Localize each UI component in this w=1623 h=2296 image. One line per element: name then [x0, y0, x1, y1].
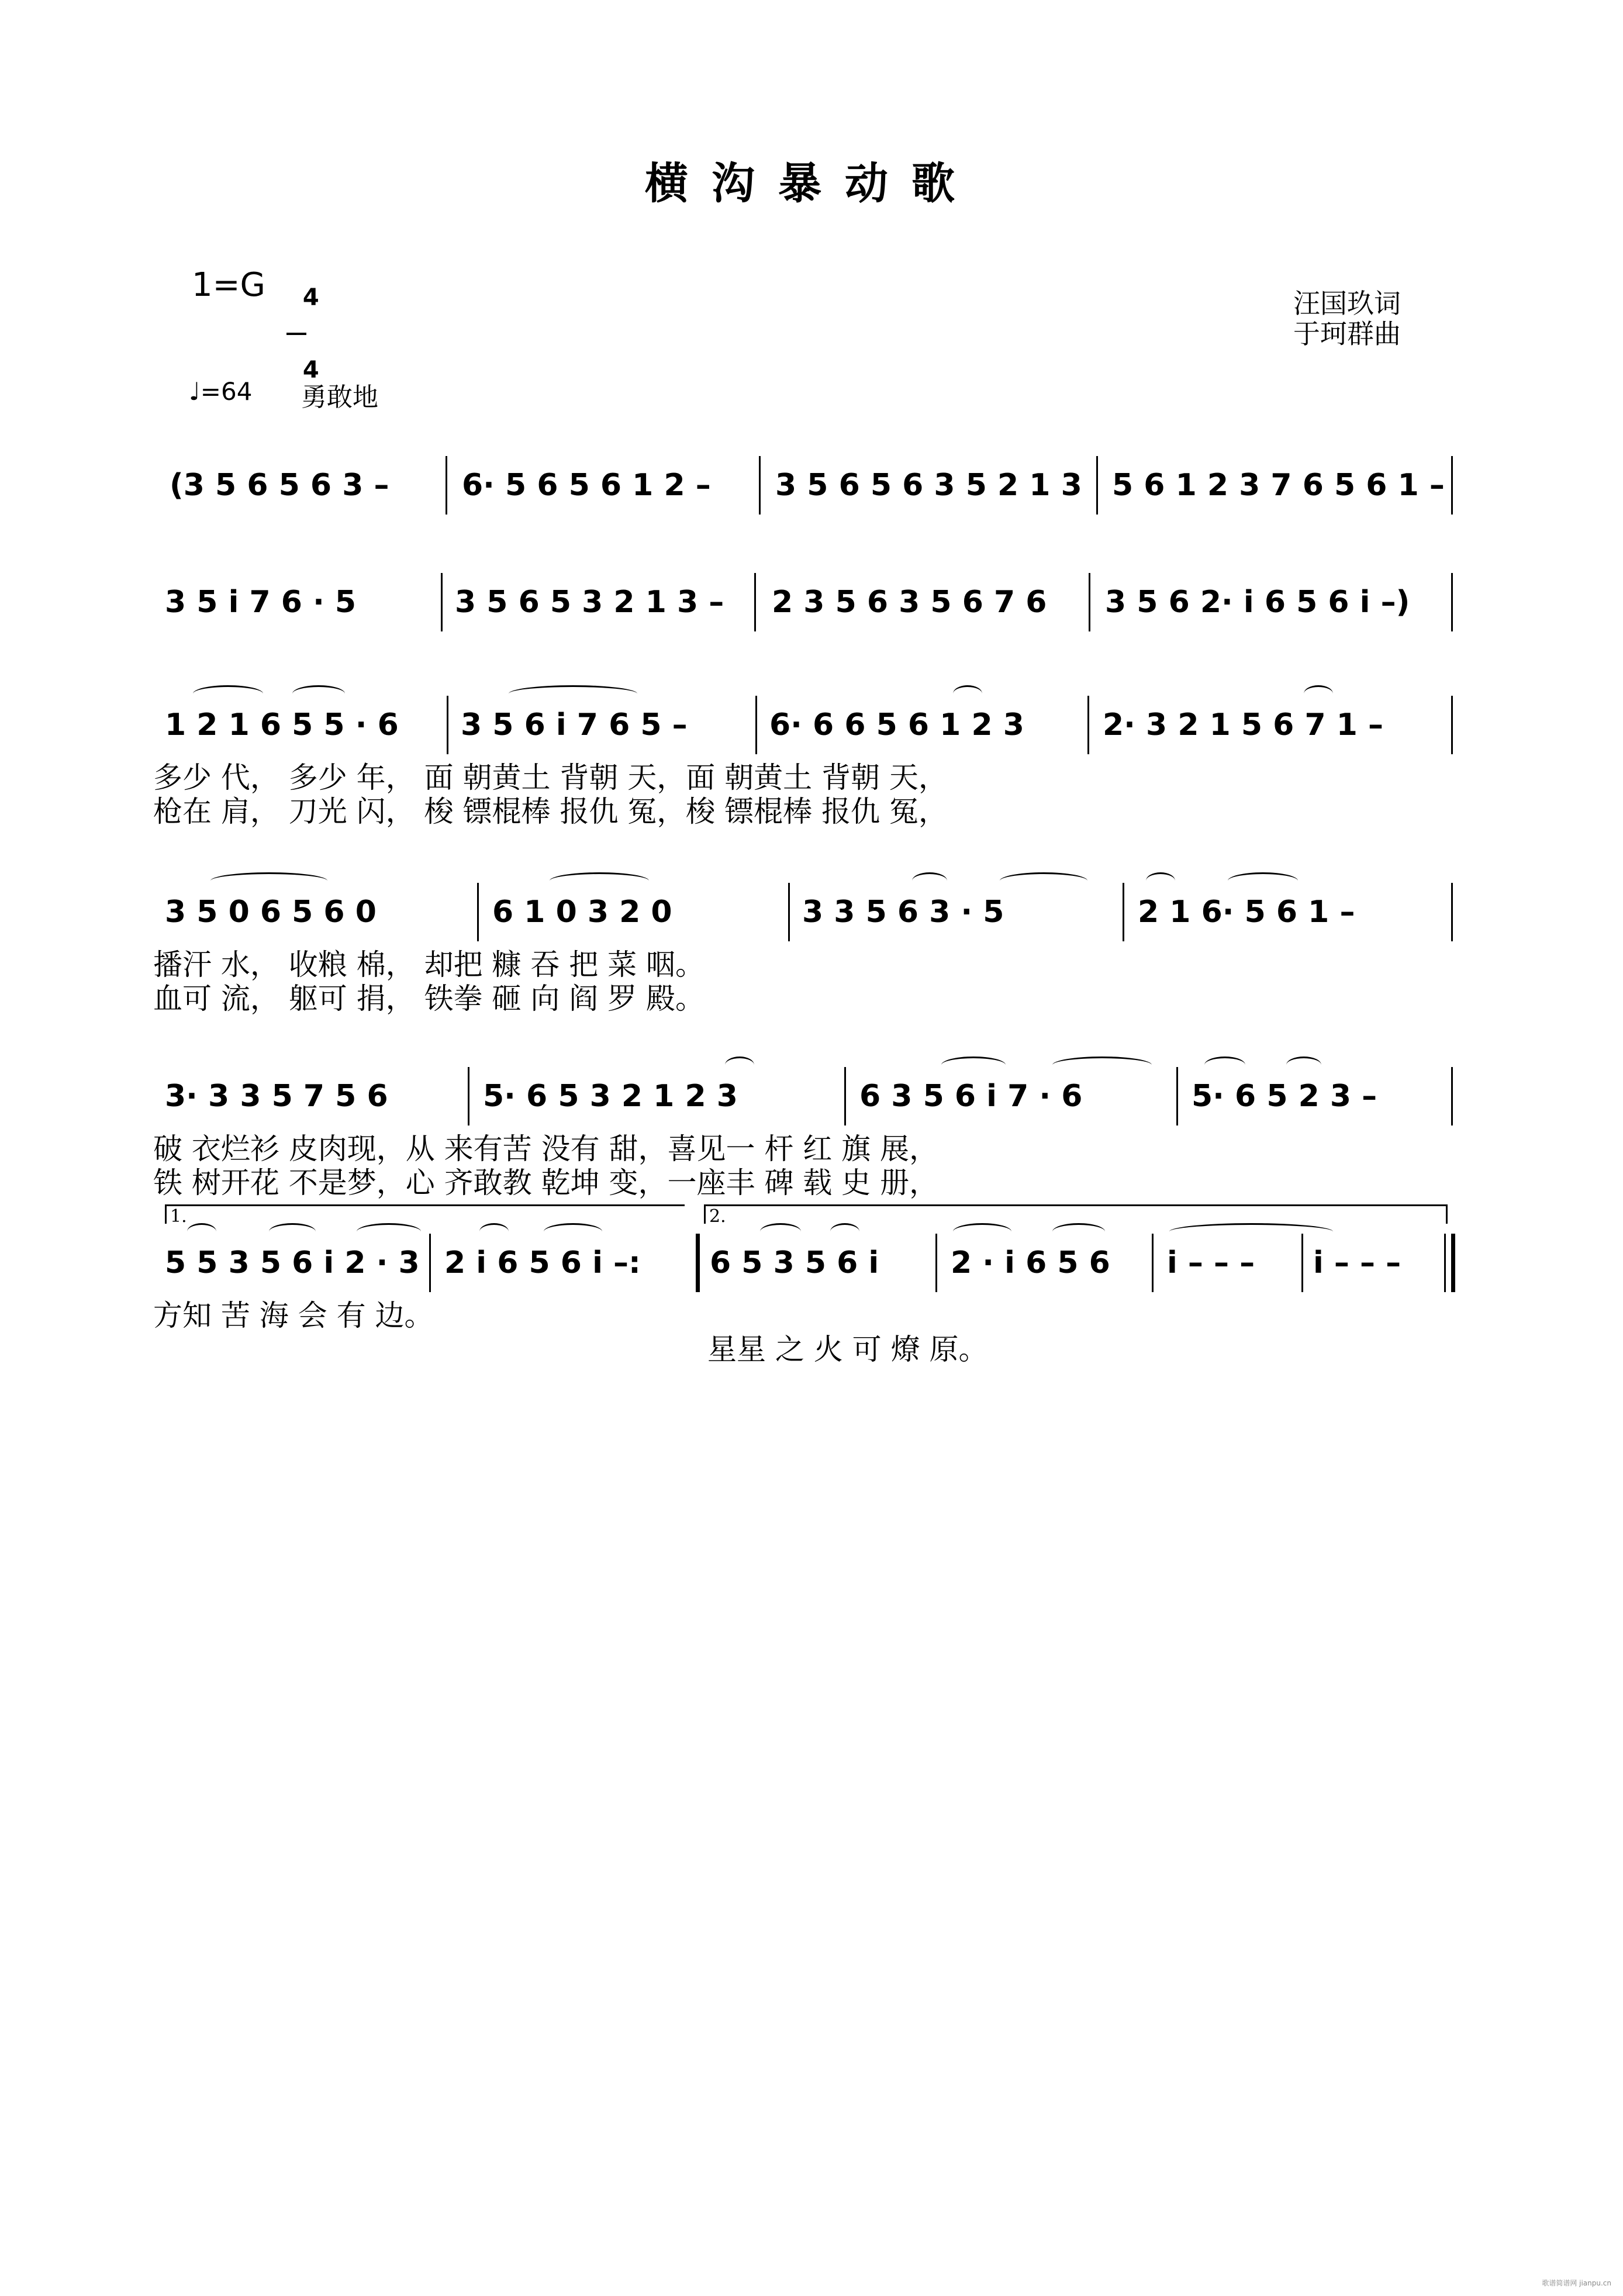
bar-16: 2 1 6· 5 6 1 –: [1138, 895, 1355, 930]
lyrics-ending-2: 星星 之 火 可 燎 原。: [707, 1332, 988, 1366]
bar-21: 5 5 3 5 6 i 2 · 3: [165, 1245, 420, 1280]
bar-19: 6 3 5 6 i 7 · 6: [859, 1079, 1083, 1114]
bar-9: 1 2 1 6 5 5 · 6: [165, 707, 399, 743]
bar-15: 3 3 5 6 3 · 5: [802, 895, 1004, 930]
meter-bottom: 4: [302, 357, 319, 384]
watermark: 歌谱简谱网 jianpu.cn: [1542, 2279, 1611, 2287]
time-signature: [286, 264, 319, 384]
bar-25: i – – –: [1167, 1245, 1255, 1280]
bar-5: 3 5 i 7 6 · 5: [165, 585, 357, 620]
bar-23: 6 5 3 5 6 i: [710, 1245, 879, 1280]
lyrics-verse-1: 破 衣烂衫 皮肉现，从 来有苦 没有 甜，喜见一 杆 红 旗 展，: [153, 1132, 939, 1166]
lyrics-verse-1: 播汗 水， 收粮 棉， 却把 糠 吞 把 菜 咽。: [153, 948, 705, 982]
bar-22: 2 i 6 5 6 i –:: [444, 1245, 641, 1280]
composer-credit: 于珂群曲: [1293, 318, 1401, 350]
lyrics-verse-1: 多少 代， 多少 年， 面 朝黄土 背朝 天，面 朝黄土 背朝 天，: [153, 761, 948, 795]
expression-marking: 勇敢地: [301, 382, 378, 412]
key-signature: 1=G: [192, 266, 265, 304]
tempo-marking: ♩=64: [189, 377, 253, 406]
bar-2: 6· 5 6 5 6 1 2 –: [462, 468, 711, 503]
lyricist-credit: 汪国玖词: [1293, 288, 1401, 319]
meter-top: 4: [302, 284, 319, 311]
song-title: 横沟暴动歌: [645, 158, 978, 209]
lyrics-verse-2: 铁 树开花 不是梦，心 齐敢教 乾坤 变，一座丰 碑 载 史 册，: [153, 1166, 939, 1200]
bar-26: i – – –: [1313, 1245, 1401, 1280]
lyrics-verse-2: 枪在 肩， 刀光 闪， 梭 镖棍棒 报仇 冤，梭 镖棍棒 报仇 冤，: [153, 795, 948, 828]
first-ending-bracket: 1.: [165, 1204, 685, 1224]
bar-8: 3 5 6 2· i 6 5 6 i –): [1105, 585, 1410, 620]
bar-3: 3 5 6 5 6 3 5 2 1 3: [775, 468, 1082, 503]
bar-24: 2 · i 6 5 6: [951, 1245, 1110, 1280]
bar-17: 3· 3 3 5 7 5 6: [165, 1079, 388, 1114]
bar-7: 2 3 5 6 3 5 6 7 6: [772, 585, 1047, 620]
bar-14: 6 1 0 3 2 0: [492, 895, 672, 930]
bar-1: (3 5 6 5 6 3 –: [170, 468, 389, 503]
bar-6: 3 5 6 5 3 2 1 3 –: [455, 585, 724, 620]
lyrics-verse-2: 血可 流， 躯可 捐， 铁拳 砸 向 阎 罗 殿。: [153, 982, 705, 1016]
bar-10: 3 5 6 i 7 6 5 –: [461, 707, 688, 743]
bar-20: 5· 6 5 2 3 –: [1192, 1079, 1377, 1114]
bar-18: 5· 6 5 3 2 1 2 3: [483, 1079, 738, 1114]
bar-11: 6· 6 6 5 6 1 2 3: [769, 707, 1024, 743]
bar-12: 2· 3 2 1 5 6 7 1 –: [1103, 707, 1384, 743]
lyrics-ending-1: 方知 苦 海 会 有 边。: [153, 1299, 434, 1332]
bar-13: 3 5 0 6 5 6 0: [165, 895, 377, 930]
second-ending-bracket: 2.: [704, 1204, 1448, 1224]
bar-4: 5 6 1 2 3 7 6 5 6 1 –: [1112, 468, 1445, 503]
